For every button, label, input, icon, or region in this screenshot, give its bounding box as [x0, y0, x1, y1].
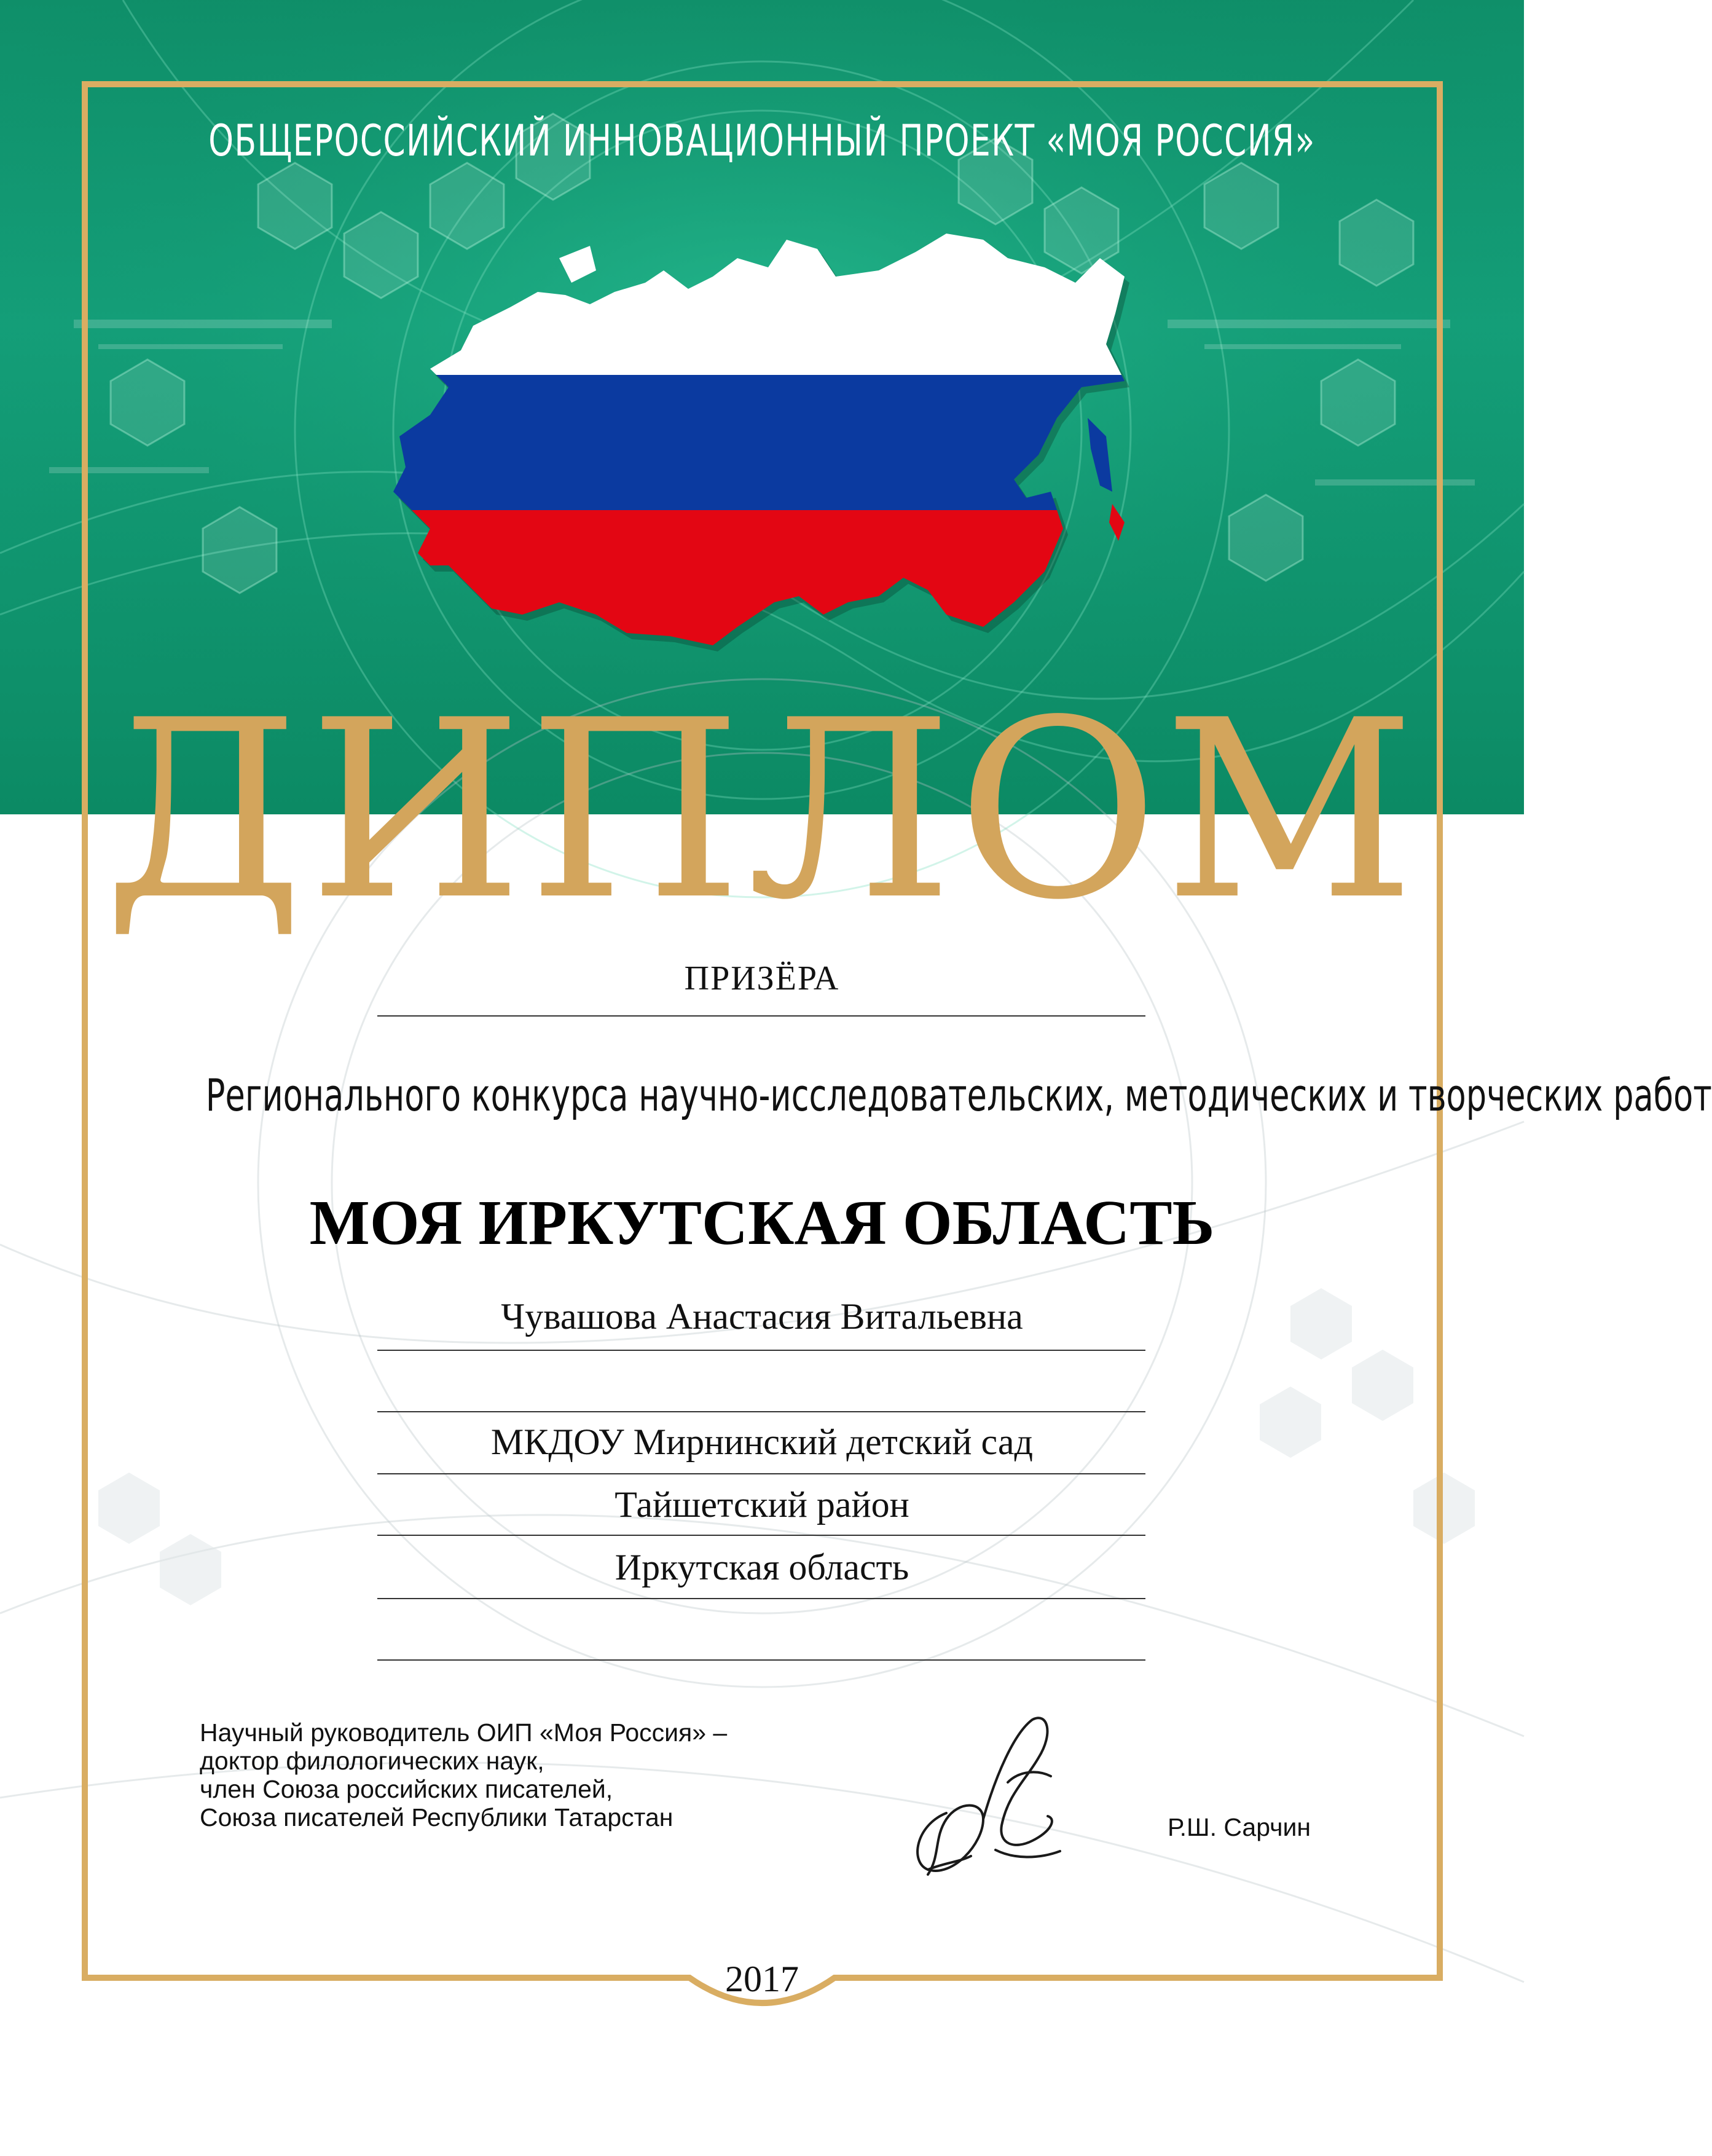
- name-underline: [377, 1350, 1145, 1351]
- supervisor-line: член Союза российских писателей,: [200, 1775, 613, 1803]
- recipient-organization: МКДОУ Мирнинский детский сад: [490, 1422, 1034, 1462]
- district-underline: [377, 1535, 1145, 1536]
- recipient-name: Чувашова Анастасия Витальевна: [501, 1296, 1023, 1337]
- supervisor-credentials: [200, 1718, 727, 1831]
- recipient-region: Иркутская область: [615, 1547, 909, 1587]
- year: 2017: [725, 1959, 799, 1999]
- award-underline: [377, 1015, 1145, 1017]
- organization-underline: [377, 1473, 1145, 1474]
- recipient-district: Тайшетский район: [615, 1484, 909, 1525]
- supervisor-line: Союза писателей Республики Татарстан: [200, 1803, 673, 1831]
- diploma-title: ДИПЛОМ: [103, 668, 1421, 954]
- russia-map-flag: [393, 234, 1131, 651]
- signer-name: Р.Ш. Сарчин: [1168, 1813, 1311, 1841]
- supervisor-line: Научный руководитель ОИП «Моя Россия» –: [200, 1718, 728, 1747]
- project-title: ОБЩЕРОССИЙСКИЙ ИННОВАЦИОННЫЙ ПРОЕКТ «МОЯ РОССИЯ»: [208, 116, 1316, 166]
- blank-line: [377, 1411, 1145, 1412]
- contest-subject: МОЯ ИРКУТСКАЯ ОБЛАСТЬ: [309, 1187, 1215, 1258]
- award-level: ПРИЗЁРА: [684, 959, 840, 997]
- blank-line: [377, 1659, 1145, 1661]
- contest-name: Регионального конкурса научно-исследовательских, методических и творческих работ: [205, 1069, 1712, 1121]
- region-underline: [377, 1598, 1145, 1599]
- supervisor-line: доктор филологических наук,: [200, 1747, 544, 1775]
- handwritten-signature: [909, 1709, 1069, 1887]
